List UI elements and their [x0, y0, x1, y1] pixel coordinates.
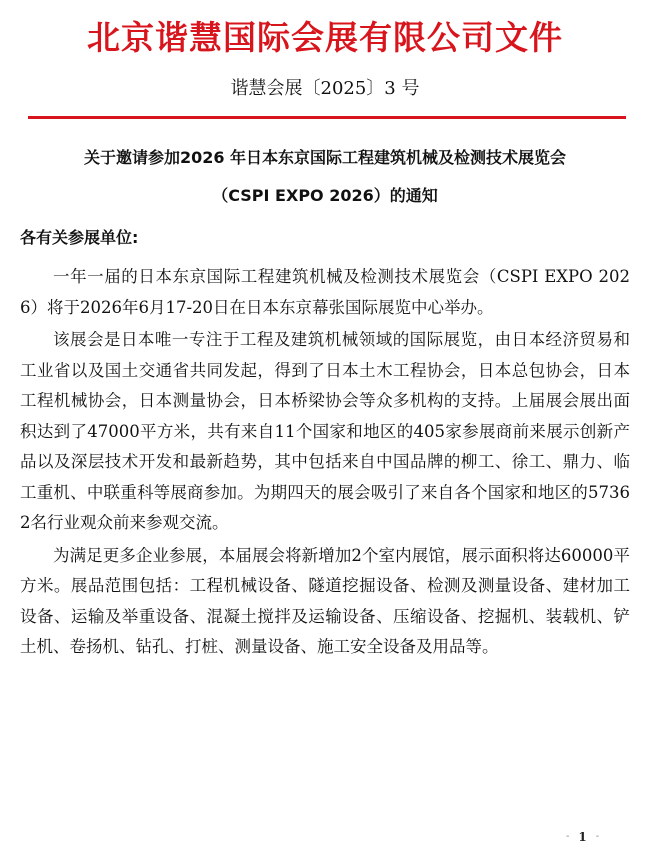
notice-body: [20, 262, 630, 663]
paragraph-2: 该展会是日本唯一专注于工程及建筑机械领域的国际展览，由日本经济贸易和工业省以及国土交通省共同发起，得到了日本土木工程协会，日本总包协会，日本工程机械协会，日本测量协会，日本桥梁协会等众多机构的支持。上届展会展出面积达到了47000平方米，共有来自11个国家和地区的405家参展商前来展示创新产品以及深层技术开发和最新趋势，其中包括来自中国品牌的柳工、徐工、鼎力、临工重机、中联重科等展商参加。为期四天的展会吸引了来自各个国家和地区的57362名行业观众前来参观交流。: [20, 330, 630, 532]
page-number-footer: [566, 828, 626, 846]
notice-title-line-2: （CSPI EXPO 2026）的通知: [212, 186, 438, 205]
page-number: 1: [578, 830, 587, 844]
paragraph-1: 一年一届的日本东京国际工程建筑机械及检测技术展览会（CSPI EXPO 2026）将于2026年6月17-20日在日本东京幕张国际展览中心举办。: [20, 267, 630, 317]
notice-title-line-1: 关于邀请参加2026 年日本东京国际工程建筑机械及检测技术展览会: [83, 148, 567, 167]
document-number: 谐慧会展〔2025〕3 号: [230, 78, 420, 99]
paragraph-3: 为满足更多企业参展，本届展会将新增加2个室内展馆，展示面积将达60000平方米。展品范围包括：工程机械设备、隧道挖掘设备、检测及测量设备、建材加工设备、运输及举重设备、混凝土搅拌及运输设备、压缩设备、挖掘机、装载机、铲土机、卷扬机、钻孔、打桩、测量设备、施工安全设备及用品等。: [20, 545, 630, 656]
salutation: 各有关参展单位:: [20, 228, 139, 247]
page-dash-right: -: [595, 831, 600, 842]
page-dash-left: -: [566, 831, 570, 842]
red-divider-line: [28, 116, 626, 119]
organization-title: 北京谐慧国际会展有限公司文件: [87, 18, 563, 57]
